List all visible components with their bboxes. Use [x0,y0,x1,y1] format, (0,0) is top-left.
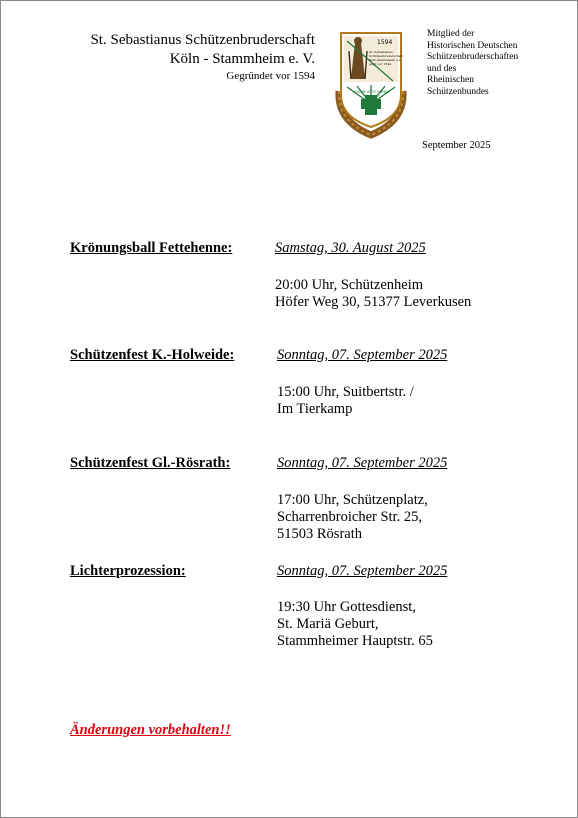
crest-motto: GLAUBE SITTE HEIMAT [353,90,389,94]
event-detail-line: Höfer Weg 30, 51377 Leverkusen [275,294,472,310]
event-detail-line: 51503 Rösrath [277,526,362,542]
event-detail-line: 17:00 Uhr, Schützenplatz, [277,492,428,508]
event-detail-line: 20:00 Uhr, Schützenheim [275,277,424,293]
crest-year: 1594 [377,39,393,46]
event-detail-line: 15:00 Uhr, Suitbertstr. / [277,384,414,400]
event-date: Sonntag, 07. September 2025 [277,455,448,471]
event-detail-line: 19:30 Uhr Gottesdienst, [277,599,416,615]
event-title: Schützenfest Gl.-Rösrath: [70,455,231,471]
event-details [275,277,471,311]
event-detail-line: Im Tierkamp [277,401,353,417]
founding-note: Gegründet vor 1594 [226,70,315,82]
event-date: Samstag, 30. August 2025 [275,240,426,256]
crest-emblem [333,29,409,139]
organization-name: St. Sebastianus Schützenbruderschaft [90,32,315,48]
membership-line: Historischen Deutschen [427,40,518,51]
membership-note [427,29,518,98]
membership-line: und des [427,63,457,74]
organization-header [90,31,315,84]
event-detail-line: Scharrenbroicher Str. 25, [277,509,422,525]
membership-line: Rheinischen [427,75,474,85]
membership-line: Schützenbundes [427,86,489,97]
document-date: September 2025 [422,140,491,151]
changes-reserved-notice: Änderungen vorbehalten!! [70,722,231,738]
event-date: Sonntag, 07. September 2025 [277,563,448,579]
event-details [277,384,414,418]
membership-line: Mitglied der [427,29,475,39]
event-details [277,599,433,650]
crest-inscription-line: Schützenbruderschaft [369,54,403,58]
event-title: Lichterprozession: [70,563,186,579]
event-detail-line: St. Mariä Geburt, [277,616,379,632]
organization-location: Köln - Stammheim e. V. [169,51,315,67]
crest-inscription-line: Köln-Stammheim e.V. [369,58,402,62]
crest-inscription-line: gegr. vor 1594 [369,62,392,66]
event-detail-line: Stammheimer Hauptstr. 65 [277,633,433,649]
event-details [277,492,428,543]
event-title: Schützenfest K.-Holweide: [70,347,235,363]
crest-inscription-line: St. Sebastianus [369,50,393,54]
event-date: Sonntag, 07. September 2025 [277,347,448,363]
event-title: Krönungsball Fettehenne: [70,240,233,256]
membership-line: Schützenbruderschaften [427,52,519,62]
